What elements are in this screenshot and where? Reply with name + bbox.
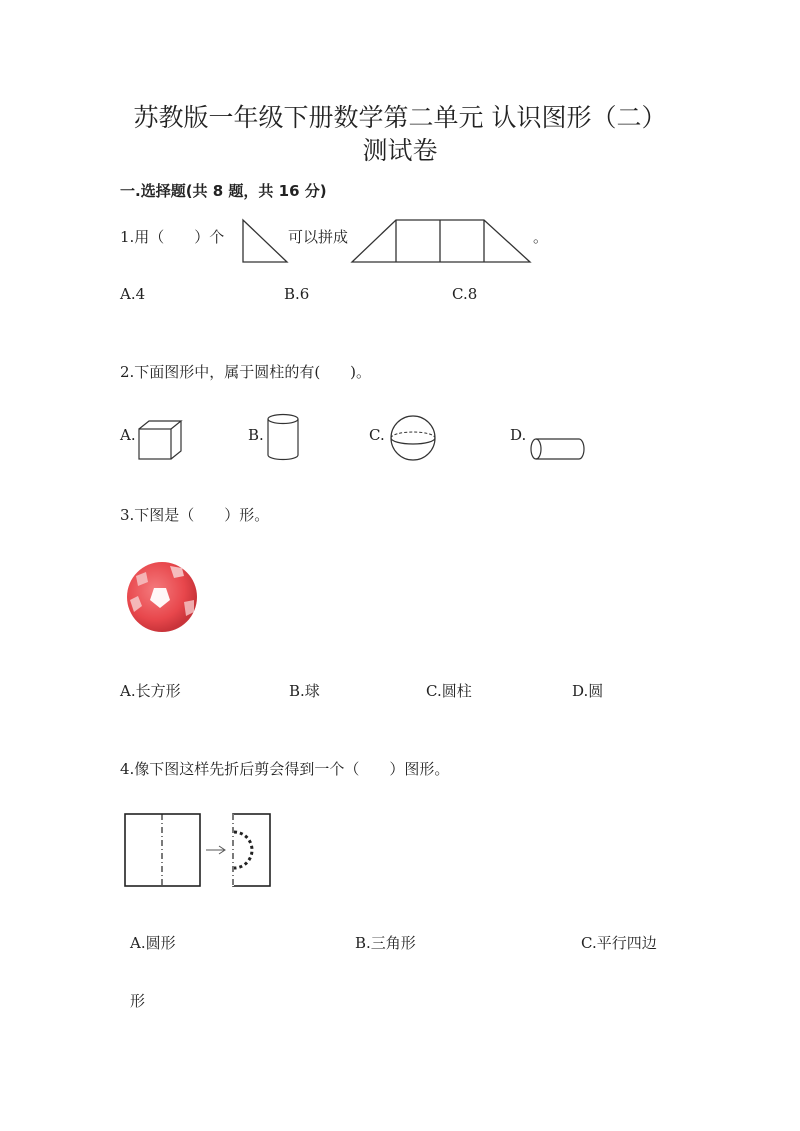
cube-icon <box>137 419 183 461</box>
question-1-prefix: 1.用（ ）个 <box>120 228 225 246</box>
question-3-option-c[interactable]: C.圆柱 <box>426 682 472 700</box>
question-1-option-c[interactable]: C.8 <box>452 285 478 303</box>
red-ball-icon <box>124 560 200 634</box>
question-2-text: 2.下面图形中，属于圆柱的有( )。 <box>120 363 372 381</box>
section-heading: 一.选择题(共 8 题，共 16 分) <box>120 182 327 200</box>
question-4-option-c-wrap: 形 <box>130 992 146 1010</box>
question-1-middle: 可以拼成 <box>288 228 349 246</box>
question-3-text: 3.下图是（ ）形。 <box>120 506 270 524</box>
question-1-option-b[interactable]: B.6 <box>284 285 310 303</box>
question-3-option-d[interactable]: D.圆 <box>572 682 604 700</box>
right-triangle-icon <box>241 218 289 264</box>
question-4-option-a[interactable]: A.圆形 <box>130 934 176 952</box>
question-4-option-b[interactable]: B.三角形 <box>355 934 416 952</box>
question-2-option-a[interactable]: A. <box>120 426 136 444</box>
question-4-option-c[interactable]: C.平行四边 <box>581 934 657 952</box>
trapezoid-figure-icon <box>350 218 532 264</box>
question-3-option-b[interactable]: B.球 <box>289 682 320 700</box>
question-2-option-b[interactable]: B. <box>248 426 264 444</box>
page-title-line1: 苏教版一年级下册数学第二单元 认识图形（二） <box>133 103 667 132</box>
question-4-text: 4.像下图这样先折后剪会得到一个（ ）图形。 <box>120 760 450 778</box>
question-2-option-c[interactable]: C. <box>369 426 385 444</box>
fold-cut-paper-icon <box>124 812 274 888</box>
sphere-icon <box>389 414 437 462</box>
page-title-line2: 测试卷 <box>362 136 438 165</box>
lying-cylinder-icon <box>529 436 585 462</box>
question-2-option-d[interactable]: D. <box>510 426 527 444</box>
question-1-option-a[interactable]: A.4 <box>120 285 146 303</box>
question-1-suffix: 。 <box>533 228 549 246</box>
cylinder-icon <box>266 413 300 461</box>
question-3-option-a[interactable]: A.长方形 <box>120 682 181 700</box>
